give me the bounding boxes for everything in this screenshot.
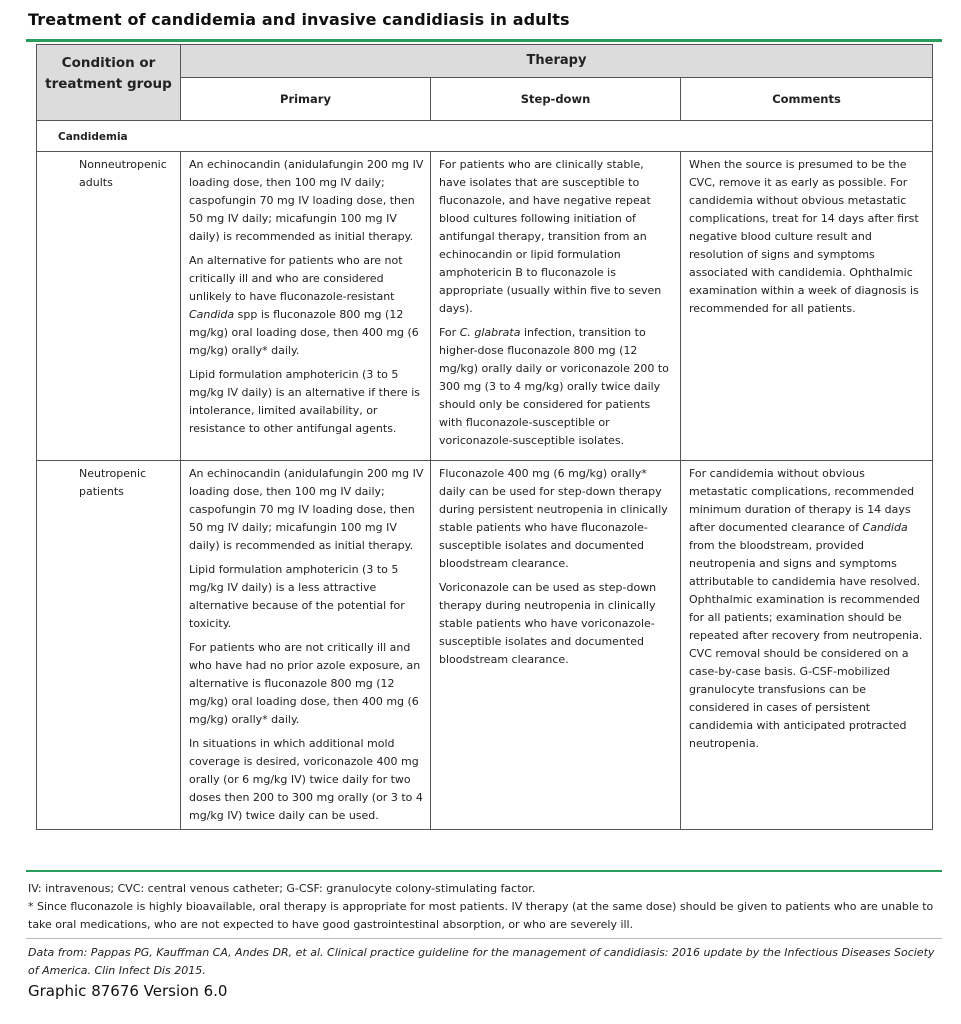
therapy-paragraph: Voriconazole can be used as step-down therapy during neutropenia in clinically stable patients who have voriconazole-susceptible isolates and documented bloodstream clearance. — [439, 581, 657, 666]
comment-paragraph: When the source is presumed to be the CVC, remove it as early as possible. For candidemia without obvious metastatic complications, treat for 14 days after first negative blood culture result and resolution of signs and symptoms associated with candidemia. Ophthalmic examination within a week of diagnosis is recommended for all patients. — [689, 158, 919, 315]
organism-name: Candida — [862, 521, 908, 534]
divider — [26, 938, 942, 939]
therapy-paragraph: In situations in which additional mold coverage is desired, voriconazole 400 mg orally (or 6 mg/kg IV) twice daily for two doses then 200 to 300 mg orally (or 3 to 4 mg/kg IV) twice daily can be used. — [189, 737, 423, 822]
page-title: Treatment of candidemia and invasive candidiasis in adults — [28, 10, 570, 29]
organism-name: C. glabrata — [459, 326, 521, 339]
footnotes — [28, 880, 938, 934]
comments-cell — [681, 461, 933, 830]
asterisk-note: * Since fluconazole is highly bioavailable, oral therapy is appropriate for most patients. IV therapy (at the same dose) should be given to patients who are unable to take oral medications, who are not expected to have good gastrointestinal absorption, or who are severely ill. — [28, 900, 934, 931]
table-row — [37, 461, 933, 830]
header-comments: Comments — [681, 78, 933, 121]
table-row — [37, 152, 933, 461]
therapy-paragraph: An echinocandin (anidulafungin 200 mg IV loading dose, then 100 mg IV daily; caspofungin 70 mg IV loading dose, then 50 mg IV daily; micafungin 100 mg IV daily) is recommended as initial therapy. — [189, 467, 424, 552]
primary-cell — [181, 461, 431, 830]
therapy-paragraph: For patients who are not critically ill and who have had no prior azole exposure, an alternative is fluconazole 800 mg (12 mg/kg) oral loading dose, then 400 mg (6 mg/kg) orally* daily. — [189, 641, 421, 726]
therapy-paragraph: An echinocandin (anidulafungin 200 mg IV loading dose, then 100 mg IV daily; caspofungin 70 mg IV loading dose, then 50 mg IV daily; micafungin 100 mg IV daily) is recommended as initial therapy. — [189, 158, 424, 243]
primary-cell — [181, 152, 431, 461]
therapy-paragraph: Lipid formulation amphotericin (3 to 5 mg/kg IV daily) is an alternative if there is intolerance, limited availability, or resistance to other antifungal agents. — [189, 368, 421, 435]
graphic-version-label: Graphic 87676 Version 6.0 — [28, 982, 228, 1000]
condition-cell: Neutropenic patients — [37, 461, 181, 830]
stepdown-cell — [431, 152, 681, 461]
treatment-table — [36, 44, 933, 830]
header-therapy: Therapy — [181, 45, 933, 78]
stepdown-cell — [431, 461, 681, 830]
therapy-paragraph: Fluconazole 400 mg (6 mg/kg) orally* daily can be used for step-down therapy during persistent neutropenia in clinically stable patients who have fluconazole-susceptible isolates and documented bloodstream clearance. — [439, 467, 668, 570]
section-label-candidemia: Candidemia — [37, 121, 933, 152]
header-condition: Condition or treatment group — [37, 45, 181, 121]
condition-cell: Nonneutropenic adults — [37, 152, 181, 461]
source-citation: Data from: Pappas PG, Kauffman CA, Andes DR, et al. Clinical practice guideline for the management of candidiasis: 2016 update by the Infectious Diseases Society of America. Clin Infect Dis 2015. — [28, 946, 935, 977]
therapy-paragraph: Lipid formulation amphotericin (3 to 5 mg/kg IV daily) is a less attractive alternative because of the potential for toxicity. — [189, 563, 405, 630]
comments-cell — [681, 152, 933, 461]
comment-paragraph: For candidemia without obvious metastatic complications, recommended minimum duration of therapy is 14 days after documented clearance of Candida from the bloodstream, provided neutropenia and signs and symptoms attributable to candidemia have resolved. Ophthalmic examination is recommended for all patients; examination should be repeated after recovery from neutropenia. CVC removal should be considered on a case-by-case basis. G-CSF-mobilized granulocyte transfusions can be considered in cases of persistent candidemia with anticipated protracted neutropenia. — [689, 467, 923, 750]
bottom-accent-rule — [26, 870, 942, 872]
organism-name: Candida — [189, 308, 235, 321]
therapy-paragraph: An alternative for patients who are not critically ill and who are considered unlikely to have fluconazole-resistant Candida spp is fluconazole 800 mg (12 mg/kg) oral loading dose, then 400 mg (6 mg/kg) orally* daily. — [189, 254, 419, 357]
abbreviations-note: IV: intravenous; CVC: central venous catheter; G-CSF: granulocyte colony-stimulating factor. — [28, 882, 536, 895]
therapy-paragraph: For C. glabrata infection, transition to higher-dose fluconazole 800 mg (12 mg/kg) orally daily or voriconazole 200 to 300 mg (3 to 4 mg/kg) orally twice daily should only be considered for patients with fluconazole-susceptible or voriconazole-susceptible isolates. — [439, 326, 669, 447]
header-primary: Primary — [181, 78, 431, 121]
header-stepdown: Step-down — [431, 78, 681, 121]
therapy-paragraph: For patients who are clinically stable, have isolates that are susceptible to fluconazole, and have negative repeat blood cultures following initiation of antifungal therapy, transition from an echinocandin or lipid formulation amphotericin B to fluconazole is appropriate (usually within five to seven days). — [439, 158, 662, 315]
top-accent-rule — [26, 39, 942, 42]
